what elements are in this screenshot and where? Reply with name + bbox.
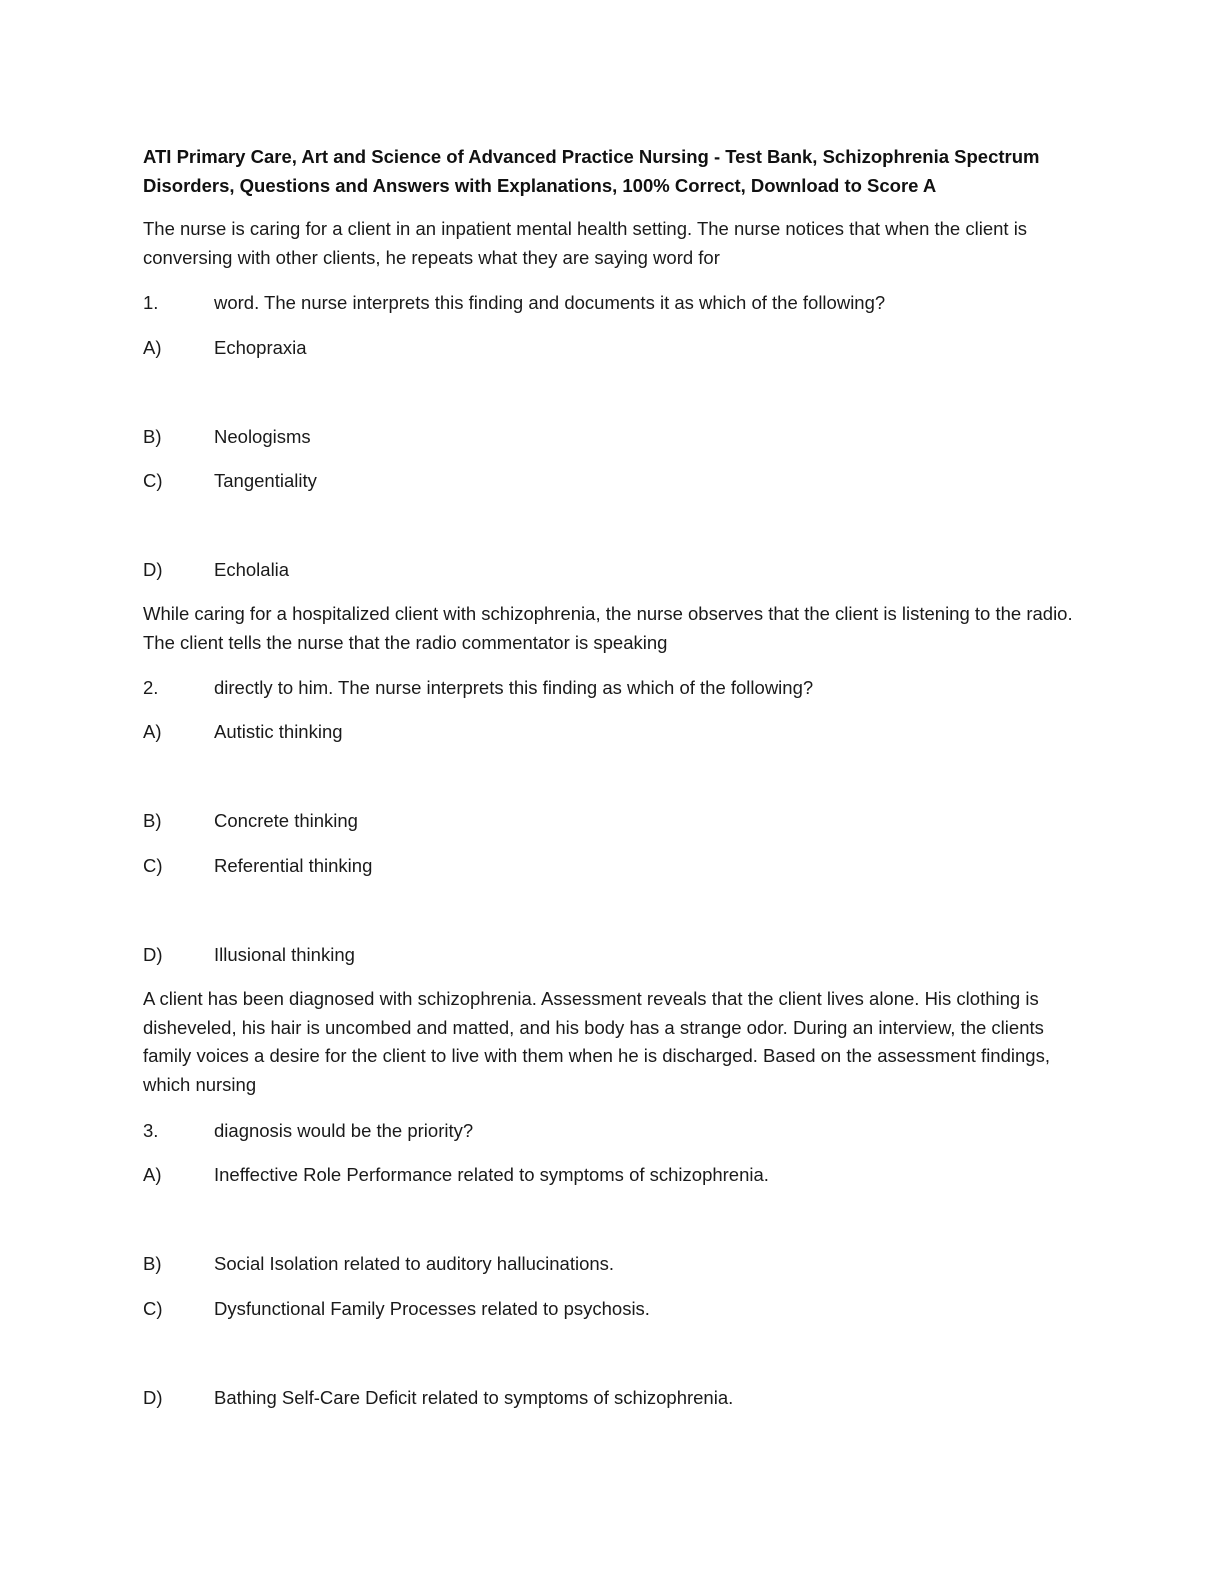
- option-label: B): [143, 1253, 162, 1274]
- question-2-option-b: [143, 807, 1078, 835]
- question-1-line: [143, 289, 1078, 317]
- question-2-line: [143, 674, 1078, 702]
- question-3-number: 3.: [143, 1120, 159, 1141]
- option-text: Illusional thinking: [214, 944, 355, 965]
- option-text: Referential thinking: [214, 855, 373, 876]
- option-label: D): [143, 1387, 163, 1408]
- option-text: Autistic thinking: [214, 721, 343, 742]
- question-3-option-b: [143, 1250, 1078, 1278]
- question-2-option-a: [143, 718, 1078, 746]
- option-text: Bathing Self-Care Deficit related to symptoms of schizophrenia.: [214, 1387, 734, 1408]
- question-2-number: 2.: [143, 677, 159, 698]
- option-text: Echolalia: [214, 559, 290, 580]
- option-text: Dysfunctional Family Processes related to psychosis.: [214, 1298, 650, 1319]
- question-3-option-c: [143, 1295, 1078, 1323]
- option-text: Ineffective Role Performance related to symptoms of schizophrenia.: [214, 1164, 769, 1185]
- option-label: C): [143, 855, 163, 876]
- option-label: D): [143, 944, 163, 965]
- option-text: Social Isolation related to auditory hallucinations.: [214, 1253, 615, 1274]
- option-label: D): [143, 559, 163, 580]
- option-label: C): [143, 470, 163, 491]
- question-1-option-c: [143, 467, 1078, 495]
- option-label: C): [143, 1298, 163, 1319]
- question-1-option-d: [143, 556, 1078, 584]
- option-label: A): [143, 337, 162, 358]
- question-2-continuation: directly to him. The nurse interprets this finding as which of the following?: [214, 677, 814, 698]
- question-2-stem: While caring for a hospitalized client with schizophrenia, the nurse observes that the client is listening to the radio. The client tells the nurse that the radio commentator is speaking: [143, 603, 1073, 653]
- question-1-stem: The nurse is caring for a client in an inpatient mental health setting. The nurse notices that when the client is conversing with other clients, he repeats what they are saying word for: [143, 218, 1028, 268]
- question-2-option-d: [143, 941, 1078, 969]
- option-label: B): [143, 810, 162, 831]
- question-1-continuation: word. The nurse interprets this finding and documents it as which of the following?: [214, 292, 886, 313]
- question-1-option-b: [143, 423, 1078, 451]
- question-3-stem: A client has been diagnosed with schizophrenia. Assessment reveals that the client lives alone. His clothing is disheveled, his hair is uncombed and matted, and his body has a strange odor. During an interview, the clients family voices a desire for the client to live with them when he is discharged. Based on the assessment findings, which nursing: [143, 988, 1050, 1095]
- option-text: Tangentiality: [214, 470, 317, 491]
- option-label: A): [143, 1164, 162, 1185]
- question-3-continuation: diagnosis would be the priority?: [214, 1120, 474, 1141]
- question-3-line: [143, 1117, 1078, 1145]
- option-text: Concrete thinking: [214, 810, 358, 831]
- question-1-number: 1.: [143, 292, 159, 313]
- option-text: Neologisms: [214, 426, 311, 447]
- document-title: ATI Primary Care, Art and Science of Advanced Practice Nursing - Test Bank, Schizophrenia Spectrum Disorders, Questions and Answers with Explanations, 100% Correct, Download to Score A: [143, 146, 1040, 196]
- question-1-option-a: [143, 334, 1078, 362]
- question-2-option-c: [143, 852, 1078, 880]
- option-text: Echopraxia: [214, 337, 307, 358]
- question-3-option-a: [143, 1161, 1078, 1189]
- option-label: A): [143, 721, 162, 742]
- option-label: B): [143, 426, 162, 447]
- question-3-option-d: [143, 1384, 1078, 1412]
